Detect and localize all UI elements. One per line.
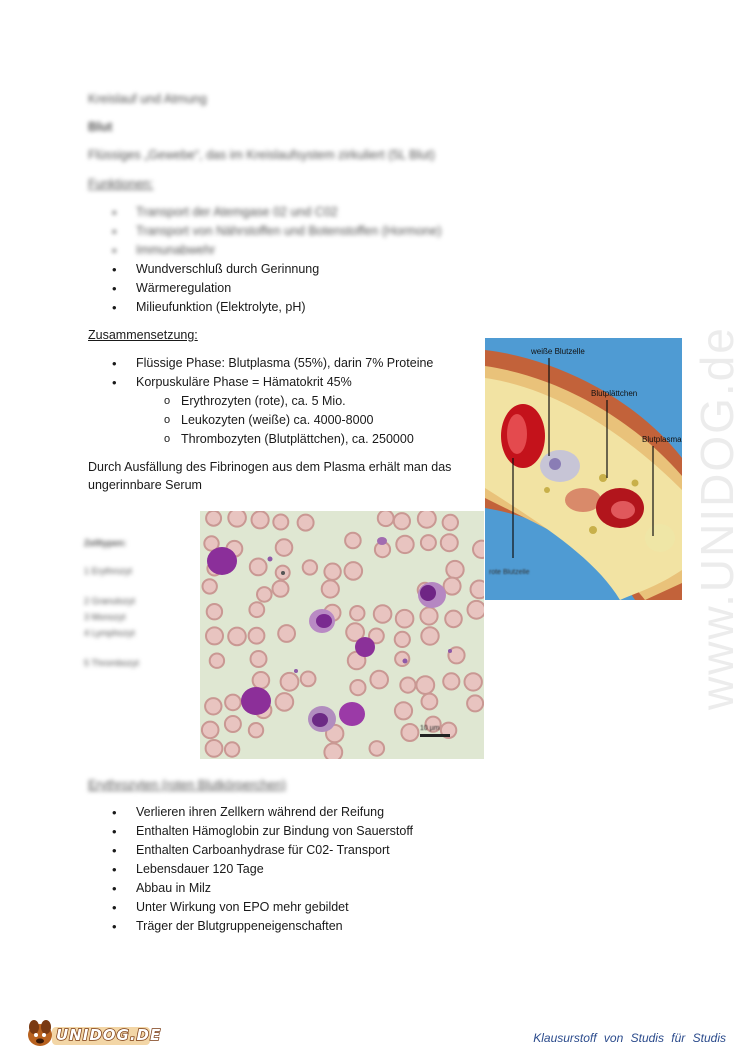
functions-title: Funktionen:	[88, 177, 154, 191]
red-blood-cell	[276, 693, 294, 711]
red-blood-cell	[443, 673, 459, 689]
blood-vessel-diagram	[485, 338, 682, 600]
red-blood-cell	[395, 702, 412, 719]
list-item: • Immunabwehr	[88, 241, 442, 260]
red-blood-cell	[301, 672, 316, 687]
list-item: • Abbau in Milz	[88, 879, 413, 898]
red-blood-cell	[345, 562, 363, 580]
red-blood-cell	[210, 654, 224, 668]
list-item: o Erythrozyten (rote), ca. 5 Mio.	[112, 392, 414, 411]
red-blood-cell	[468, 601, 485, 619]
list-item: • Wärmeregulation	[88, 279, 442, 298]
label-platelets: Blutplättchen	[591, 389, 638, 398]
micrograph-labels	[84, 535, 139, 671]
blood-smear-micrograph	[200, 511, 484, 759]
list-item: • Unter Wirkung von EPO mehr gebildet	[88, 898, 413, 917]
red-blood-cell	[203, 579, 217, 593]
red-blood-cell	[421, 535, 436, 550]
erythrocytes-title: Erythrozyten (roten Blutkörperchen)	[88, 778, 287, 792]
composition-list	[88, 354, 433, 392]
red-blood-cell	[206, 740, 223, 757]
composition-sublist	[112, 392, 414, 449]
red-blood-cell	[378, 511, 394, 526]
serum-note-line1: Durch Ausfällung des Fibrinogen aus dem Plasma erhält man das	[88, 460, 452, 474]
red-blood-cell	[350, 606, 364, 620]
red-blood-cell	[473, 541, 484, 558]
topic-line: Kreislauf und Atmung	[88, 92, 207, 106]
composition-title: Zusammensetzung:	[88, 328, 198, 342]
red-blood-cell	[350, 680, 365, 695]
red-blood-cell	[396, 610, 414, 628]
list-item: • Träger der Blutgruppeneigenschaften	[88, 917, 413, 936]
red-blood-cell	[225, 742, 239, 756]
micrograph-title: Zelltypen:	[84, 538, 127, 548]
serum-note-line2: ungerinnbare Serum	[88, 478, 202, 492]
label-red-blood-cell: rote Blutzelle	[489, 569, 530, 576]
label-white-blood-cell: weiße Blutzelle	[531, 347, 585, 356]
scale-bar-label: 10 µm	[420, 725, 440, 732]
red-blood-cell	[253, 672, 270, 689]
red-blood-cell	[420, 607, 437, 624]
red-blood-cell	[324, 564, 340, 580]
red-blood-cell	[278, 625, 295, 642]
micrograph-label: 5 Thrombozyt	[84, 658, 139, 668]
red-blood-cell	[273, 515, 288, 530]
red-blood-cell	[395, 652, 409, 666]
red-blood-cell	[324, 743, 342, 759]
section-heading: Blut	[88, 120, 113, 134]
red-blood-cell	[444, 578, 461, 595]
red-blood-cell	[441, 534, 458, 551]
red-blood-cell	[202, 722, 219, 739]
red-blood-cell	[225, 695, 241, 711]
red-blood-cell	[298, 515, 314, 531]
red-blood-cell	[252, 511, 269, 528]
list-item: • Verlieren ihren Zellkern während der Reifung	[88, 803, 413, 822]
red-blood-cell	[249, 602, 264, 617]
red-blood-cell	[257, 587, 272, 602]
list-item: • Lebensdauer 120 Tage	[88, 860, 413, 879]
list-item: o Thrombozyten (Blutplättchen), ca. 250000	[112, 430, 414, 449]
red-blood-cell	[228, 628, 246, 646]
red-blood-cell	[207, 604, 222, 619]
red-blood-cell	[370, 741, 385, 756]
functions-list	[88, 203, 442, 317]
red-blood-cell	[395, 632, 410, 647]
red-blood-cell	[396, 536, 413, 553]
list-item: • Enthalten Hämoglobin zur Bindung von Sauerstoff	[88, 822, 413, 841]
red-blood-cell	[401, 724, 418, 741]
list-item: • Wundverschluß durch Gerinnung	[88, 260, 442, 279]
micrograph-label: 1 Erythrozyt	[84, 566, 133, 576]
label-plasma: Blutplasma	[642, 435, 682, 444]
red-blood-cell	[228, 511, 246, 527]
list-item: • Enthalten Carboanhydrase für C02- Transport	[88, 841, 413, 860]
red-blood-cell	[281, 673, 299, 691]
definition-line: Flüssiges „Gewebe“, das im Kreislaufsystem zirkuliert (5L Blut)	[88, 148, 435, 162]
list-item: • Korpuskuläre Phase = Hämatokrit 45%	[88, 373, 433, 392]
red-blood-cell	[273, 581, 289, 597]
micrograph-label: 3 Monozyt	[84, 612, 126, 622]
red-blood-cell	[418, 511, 436, 528]
red-blood-cell	[421, 627, 438, 644]
list-item: o Leukozyten (weiße) ca. 4000-8000	[112, 411, 414, 430]
logo-text: UNIDOG.DE	[56, 1026, 162, 1044]
red-blood-cell	[303, 560, 317, 574]
red-blood-cell	[471, 581, 485, 599]
list-item: • Transport von Nährstoffen und Botenstoffen (Hormone)	[88, 222, 442, 241]
red-blood-cell	[225, 716, 241, 732]
red-blood-cell	[446, 561, 463, 578]
list-item: • Milieufunktion (Elektrolyte, pH)	[88, 298, 442, 317]
red-blood-cell	[249, 628, 265, 644]
red-blood-cell	[205, 698, 221, 714]
red-blood-cell	[276, 539, 293, 556]
red-blood-cell	[206, 511, 221, 526]
red-blood-cell	[250, 559, 267, 576]
erythrocytes-list	[88, 803, 413, 936]
red-blood-cell	[394, 513, 410, 529]
red-blood-cell	[465, 673, 482, 690]
micrograph-label: 4 Lymphozyt	[84, 628, 135, 638]
red-blood-cell	[206, 627, 223, 644]
red-blood-cell	[416, 676, 434, 694]
red-blood-cell	[422, 694, 438, 710]
red-blood-cell	[400, 678, 415, 693]
list-item: • Flüssige Phase: Blutplasma (55%), darin 7% Proteine	[88, 354, 433, 373]
watermark: www.UNIDOG.de	[691, 326, 743, 710]
red-blood-cell	[249, 723, 263, 737]
red-blood-cell	[443, 515, 458, 530]
red-blood-cell	[370, 671, 388, 689]
red-blood-cell	[467, 695, 483, 711]
list-item: • Transport der Atemgase 02 und C02	[88, 203, 442, 222]
footer-tagline: Klausurstoff von Studis für Studis	[533, 1031, 726, 1045]
red-blood-cell	[445, 611, 462, 628]
red-blood-cell	[374, 605, 392, 623]
micrograph-label: 2 Granulozyt	[84, 596, 136, 606]
red-blood-cell	[322, 580, 339, 597]
red-blood-cell	[345, 533, 361, 549]
red-blood-cell	[251, 651, 267, 667]
